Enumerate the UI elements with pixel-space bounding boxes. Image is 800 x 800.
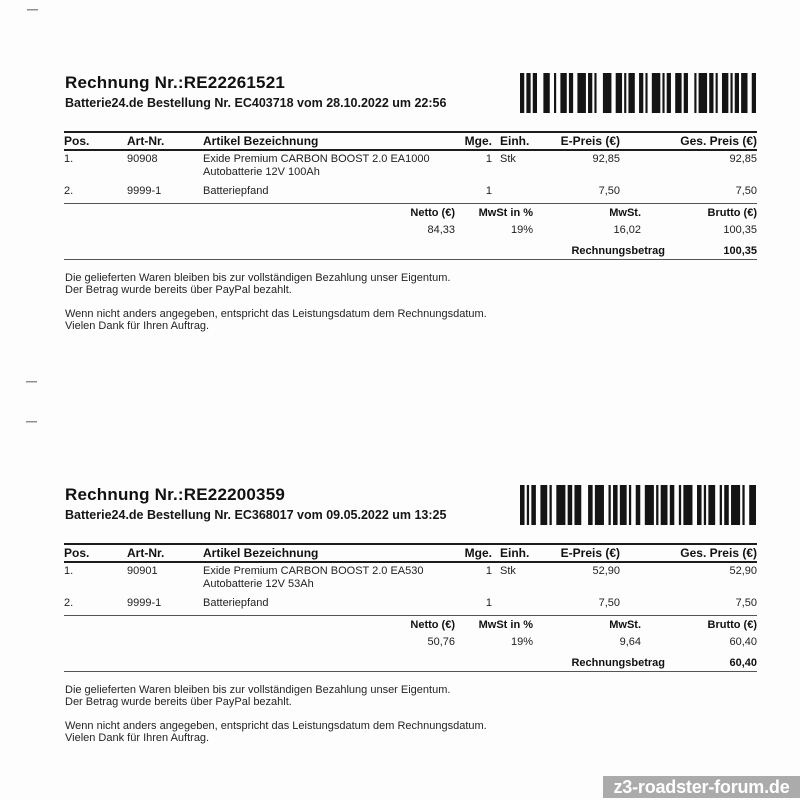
column-header-pos: Pos.: [64, 546, 90, 560]
item-total-price: 7,50: [735, 185, 757, 197]
invoice: [0, 72, 800, 352]
thanks-line: Vielen Dank für Ihren Auftrag.: [65, 731, 210, 744]
invoice-total-row: [64, 657, 757, 670]
item-total-price: 7,50: [735, 597, 757, 609]
invoice-bottom-rule: [64, 671, 757, 672]
table-header-row: [64, 545, 757, 561]
retention-note: [65, 273, 535, 296]
items-table: [64, 545, 757, 615]
item-unit: [492, 592, 548, 615]
item-unit: Stk: [500, 565, 516, 577]
mwst-percent-label: MwSt in %: [478, 207, 533, 219]
brutto-label: Brutto (€): [707, 619, 757, 631]
column-header-artikel: Artikel Bezeichnung: [203, 546, 319, 560]
mwst-percent-value: 19%: [510, 224, 533, 236]
service-date-line: Wenn nicht anders angegeben, entspricht das Leistungsdatum dem Rechnungsdatum.: [65, 308, 487, 320]
payment-note-line: Der Betrag wurde bereits über PayPal bezahlt.: [65, 695, 292, 708]
column-header-artnr: Art-Nr.: [127, 546, 165, 560]
watermark: z3-roadster-forum.de: [603, 776, 800, 798]
item-name-line2: Autobatterie 12V 53Ah: [203, 578, 314, 590]
column-header-gespreis: Ges. Preis (€): [680, 546, 757, 560]
totals-section: [64, 203, 757, 258]
item-total-price: 52,90: [729, 565, 757, 577]
barcode-icon: [520, 485, 756, 525]
mwst-label: MwSt.: [609, 619, 641, 631]
retention-note-line1: Die gelieferten Waren bleiben bis zur vollständigen Bezahlung unser Eigentum.: [65, 272, 451, 284]
totals-labels-row: [64, 204, 757, 220]
netto-value: 50,76: [427, 636, 455, 648]
item-unit-price: 7,50: [598, 597, 620, 609]
item-pos: 2.: [64, 597, 74, 609]
item-unit: Stk: [500, 153, 516, 165]
totals-labels-row: [64, 616, 757, 632]
mwst-percent-label: MwSt in %: [478, 619, 533, 631]
item-artnr: 9999-1: [127, 185, 162, 197]
item-qty: 1: [485, 153, 492, 165]
barcode-icon: [520, 73, 756, 113]
item-name: [203, 561, 438, 592]
fold-mark: [26, 381, 37, 383]
items-bottom-rule: [64, 203, 757, 204]
terms-notes: [65, 685, 535, 757]
service-date-note: [65, 309, 535, 332]
totals-section: [64, 615, 757, 670]
netto-value: 84,33: [427, 224, 455, 236]
invoice-total-value: 60,40: [729, 657, 757, 669]
item-artnr: 90908: [127, 153, 158, 165]
invoice-total-row: [64, 245, 757, 258]
totals-values-row: [64, 220, 757, 237]
item-name-line1: Exide Premium CARBON BOOST 2.0 EA530: [203, 565, 424, 577]
mwst-value: 16,02: [613, 224, 641, 236]
service-date-note: [65, 721, 535, 744]
item-pos: 2.: [64, 185, 74, 197]
item-artnr: 90901: [127, 565, 158, 577]
item-name: Batteriepfand: [203, 185, 269, 197]
invoice-total-label: Rechnungsbetrag: [571, 245, 665, 257]
item-unit-price: 7,50: [598, 185, 620, 197]
order-info-line: Batterie24.de Bestellung Nr. EC403718 vom 28.10.2022 um 22:56: [65, 96, 447, 110]
item-pos: 1.: [64, 565, 74, 577]
invoice-number-title: Rechnung Nr.:RE22261521: [65, 73, 286, 92]
item-qty: 1: [485, 185, 492, 197]
item-row: [64, 180, 757, 203]
items-table: [64, 133, 757, 203]
terms-notes: [65, 273, 535, 345]
item-row: [64, 561, 757, 592]
invoice-total-value: 100,35: [723, 245, 757, 257]
column-header-mge: Mge.: [464, 134, 492, 148]
mwst-value: 9,64: [619, 636, 641, 648]
table-header-row: [64, 133, 757, 149]
column-header-artnr: Art-Nr.: [127, 134, 165, 148]
brutto-value: 60,40: [729, 636, 757, 648]
mwst-percent-value: 19%: [510, 636, 533, 648]
invoice-number-title: Rechnung Nr.:RE22200359: [65, 485, 286, 504]
item-pos: 1.: [64, 153, 74, 165]
item-name-line2: Autobatterie 12V 100Ah: [203, 166, 320, 178]
item-qty: 1: [485, 565, 492, 577]
item-name: Batteriepfand: [203, 597, 269, 609]
item-name-line1: Exide Premium CARBON BOOST 2.0 EA1000: [203, 153, 430, 165]
column-header-gespreis: Ges. Preis (€): [680, 134, 757, 148]
item-unit-price: 92,85: [592, 153, 620, 165]
column-header-epreis: E-Preis (€): [560, 134, 620, 148]
item-unit-price: 52,90: [592, 565, 620, 577]
invoice: [0, 484, 800, 764]
payment-note-line: Der Betrag wurde bereits über PayPal bezahlt.: [65, 283, 292, 296]
column-header-mge: Mge.: [464, 546, 492, 560]
netto-label: Netto (€): [410, 207, 455, 219]
retention-note-line1: Die gelieferten Waren bleiben bis zur vollständigen Bezahlung unser Eigentum.: [65, 684, 451, 696]
item-artnr: 9999-1: [127, 597, 162, 609]
column-header-einh: Einh.: [500, 134, 530, 148]
item-total-price: 92,85: [729, 153, 757, 165]
item-name: [203, 149, 438, 180]
brutto-label: Brutto (€): [707, 207, 757, 219]
column-header-pos: Pos.: [64, 134, 90, 148]
netto-label: Netto (€): [410, 619, 455, 631]
items-bottom-rule: [64, 615, 757, 616]
totals-values-row: [64, 632, 757, 649]
fold-mark: [27, 9, 38, 11]
item-unit: [492, 180, 548, 203]
column-header-epreis: E-Preis (€): [560, 546, 620, 560]
retention-note: [65, 685, 535, 708]
item-row: [64, 149, 757, 180]
service-date-line: Wenn nicht anders angegeben, entspricht das Leistungsdatum dem Rechnungsdatum.: [65, 720, 487, 732]
order-info-line: Batterie24.de Bestellung Nr. EC368017 vom 09.05.2022 um 13:25: [65, 508, 447, 522]
item-qty: 1: [485, 597, 492, 609]
column-header-artikel: Artikel Bezeichnung: [203, 134, 319, 148]
item-row: [64, 592, 757, 615]
brutto-value: 100,35: [723, 224, 757, 236]
fold-mark: [26, 421, 37, 423]
thanks-line: Vielen Dank für Ihren Auftrag.: [65, 319, 210, 332]
invoice-bottom-rule: [64, 259, 757, 260]
column-header-einh: Einh.: [500, 546, 530, 560]
mwst-label: MwSt.: [609, 207, 641, 219]
invoice-total-label: Rechnungsbetrag: [571, 657, 665, 669]
